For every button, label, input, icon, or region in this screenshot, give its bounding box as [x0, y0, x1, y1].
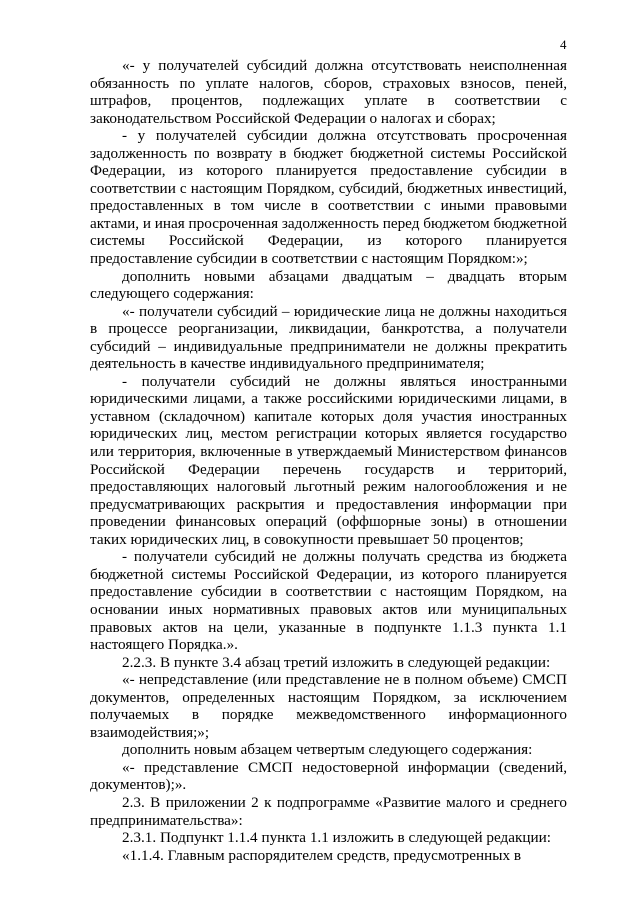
paragraph: «- представление СМСП недостоверной информации (сведений, документов);».	[90, 758, 567, 794]
paragraph: - у получателей субсидии должна отсутствовать просроченная задолженность по возврату в бюджет бюджетной системы Российской Федерации, из которого планируется предоставление субсидии в соответствии с настоящим Порядком, субсидий, бюджетных инвестиций, предоставленных в том числе в соответствии с иными правовыми актами, и иная просроченная задолженность перед бюджетом бюджетной системы Российской Федерации, из которого планируется предоставление субсидии в соответствии с настоящим Порядком:»;	[90, 127, 567, 268]
paragraph: «- непредставление (или представление не в полном объеме) СМСП документов, определенных настоящим Порядком, за исключением получаемых в порядке межведомственного информационного взаимодействия;»;	[90, 671, 567, 741]
paragraph: дополнить новым абзацем четвертым следующего содержания:	[122, 741, 533, 759]
paragraph: «- получатели субсидий – юридические лица не должны находиться в процессе реорганизации, ликвидации, банкротства, а получатели субсидий – индивидуальные предприниматели не должны прекратить деятельность в качестве индивидуального предпринимателя;	[90, 302, 567, 373]
paragraph: «1.1.4. Главным распорядителем средств, предусмотренных в	[122, 846, 522, 864]
page-number: 4	[560, 37, 567, 52]
paragraph: - получатели субсидий не должны являться иностранными юридическими лицами, а также российскими юридическими лицами, в уставном (складочном) капитале которых доля участия иностранных юридических лиц, местом регистрации которых является государство или территория, включенные в утверждаемый Министерством финансов Российской Федерации перечень государств и территорий, предоставляющих налоговый льготный режим налогообложения и не предусматривающих раскрытия и предоставления информации при проведении финансовых операций (оффшорные зоны) в отношении таких юридических лиц, в совокупности превышает 50 процентов;	[90, 372, 567, 548]
paragraph: 2.3.1. Подпункт 1.1.4 пункта 1.1 изложить в следующей редакции:	[122, 829, 551, 847]
paragraph: «- у получателей субсидий должна отсутствовать неисполненная обязанность по уплате налогов, сборов, страховых взносов, пеней, штрафов, процентов, подлежащих уплате в соответствии с законодательством Российской Федерации о налогах и сборах;	[90, 57, 567, 127]
paragraph: 2.2.3. В пункте 3.4 абзац третий изложить в следующей редакции:	[122, 653, 551, 671]
paragraph: 2.3. В приложении 2 к подпрограмме «Развитие малого и среднего предпринимательства»:	[90, 793, 567, 829]
paragraph: - получатели субсидий не должны получать средства из бюджета бюджетной системы Российской Федерации, из которого планируется предоставление субсидии в соответствии с настоящим Порядком, на основании иных нормативных правовых актов или муниципальных правовых актов на цели, указанные в подпункте 1.1.3 пункта 1.1 настоящего Порядка.».	[90, 548, 567, 654]
paragraph: дополнить новыми абзацами двадцатым – двадцать вторым следующего содержания:	[90, 267, 567, 303]
document-body	[90, 57, 567, 864]
